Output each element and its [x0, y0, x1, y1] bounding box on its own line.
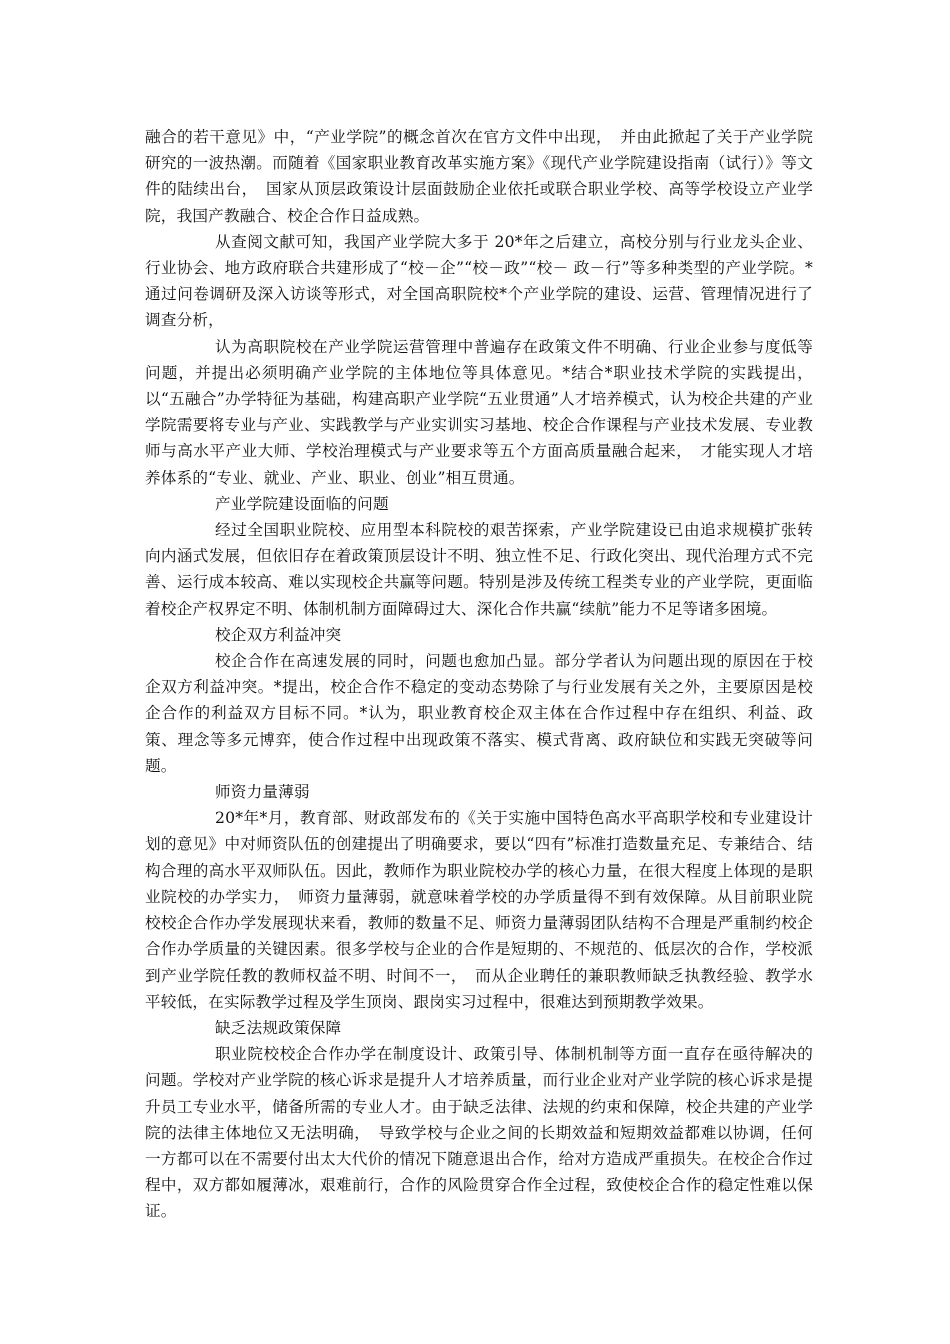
document-body: [145, 124, 813, 1225]
paragraph-interest-conflict: 校企合作在高速发展的同时，问题也愈加凸显。部分学者认为问题出现的原因在于校企双方利益冲突。*提出，校企合作不稳定的变动态势除了与行业发展有关之外，主要原因是校企合作的利益双方目标不同。*认为，职业教育校企双主体在合作过程中存在组织、利益、政策、理念等多元博弈，使合作过程中出现政策不落实、模式背离、政府缺位和实践无突破等问题。: [145, 652, 813, 775]
section-heading-lack-of-policy: 缺乏法规政策保障: [215, 1018, 342, 1037]
section-heading-weak-faculty: 师资力量薄弱: [215, 783, 310, 802]
section-heading-problems: 产业学院建设面临的问题: [215, 494, 389, 513]
paragraph-problems: 经过全国职业院校、应用型本科院校的艰苦探索，产业学院建设已由追求规模扩张转向内涵式发展，但依旧存在着政策顶层设计不明、独立性不足、行政化突出、现代治理方式不完善、运行成本较高、难以实现校企共赢等问题。特别是涉及传统工程类专业的产业学院，更面临着校企产权界定不明、体制机制方面障碍过大、深化合作共赢“续航”能力不足等诸多困境。: [145, 521, 813, 618]
paragraph-survey-findings: 认为高职院校在产业学院运营管理中普遍存在政策文件不明确、行业企业参与度低等问题，并提出必须明确产业学院的主体地位等具体意见。*结合*职业技术学院的实践提出，以“五融合”办学特征为基础，构建高职产业学院“五业贯通”人才培养模式，认为校企共建的产业学院需要将专业与产业、实践教学与产业实训实习基地、校企合作课程与产业技术发展、专业教师与高水平产业大师、学校治理模式与产业要求等五个方面高质量融合起来， 才能实现人才培养体系的“专业、就业、产业、职业、创业”相互贯通。: [145, 337, 813, 487]
section-heading-interest-conflict: 校企双方利益冲突: [215, 625, 342, 644]
paragraph-intro-continued: 融合的若干意见》中，“产业学院”的概念首次在官方文件中出现， 并由此掀起了关于产业学院研究的一波热潮。而随着《国家职业教育改革实施方案》《现代产业学院建设指南（试行）》等文件的陆续出台， 国家从顶层政策设计层面鼓励企业依托或联合职业学校、高等学校设立产业学院，我国产教融合、校企合作日益成熟。: [145, 128, 813, 225]
paragraph-weak-faculty: 20*年*月，教育部、财政部发布的《关于实施中国特色高水平高职学校和专业建设计划的意见》中对师资队伍的创建提出了明确要求，要以“四有”标准打造数量充足、专兼结合、结构合理的高水平双师队伍。因此，教师作为职业院校办学的核心力量，在很大程度上体现的是职业院校的办学实力， 师资力量薄弱，就意味着学校的办学质量得不到有效保障。从目前职业院校校企合作办学发展现状来看，教师的数量不足、师资力量薄弱团队结构不合理是严重制约校企合作办学质量的关键因素。很多学校与企业的合作是短期的、不规范的、低层次的合作，学校派到产业学院任教的教师权益不明、时间不一， 而从企业聘任的兼职教师缺乏执教经验、教学水平较低，在实际教学过程及学生顶岗、跟岗实习过程中，很难达到预期教学效果。: [145, 809, 813, 1011]
paragraph-lack-of-policy: 职业院校校企合作办学在制度设计、政策引导、体制机制等方面一直存在亟待解决的问题。学校对产业学院的核心诉求是提升人才培养质量，而行业企业对产业学院的核心诉求是提升员工专业水平，储备所需的专业人才。由于缺乏法律、法规的约束和保障，校企共建的产业学院的法律主体地位又无法明确， 导致学校与企业之间的长期效益和短期效益都难以协调，任何一方都可以在不需要付出太大代价的情况下随意退出合作，给对方造成严重损失。在校企合作过程中，双方都如履薄冰，艰难前行，合作的风险贯穿合作全过程，致使校企合作的稳定性难以保证。: [145, 1045, 813, 1221]
paragraph-literature-review: 从查阅文献可知，我国产业学院大多于 20*年之后建立，高校分别与行业龙头企业、行业协会、地方政府联合共建形成了“校－企”“校－政”“校－ 政－行”等多种类型的产业学院。*通过问卷调研及深入访谈等形式，对全国高职院校*个产业学院的建设、运营、管理情况进行了调查分析，: [145, 232, 813, 330]
